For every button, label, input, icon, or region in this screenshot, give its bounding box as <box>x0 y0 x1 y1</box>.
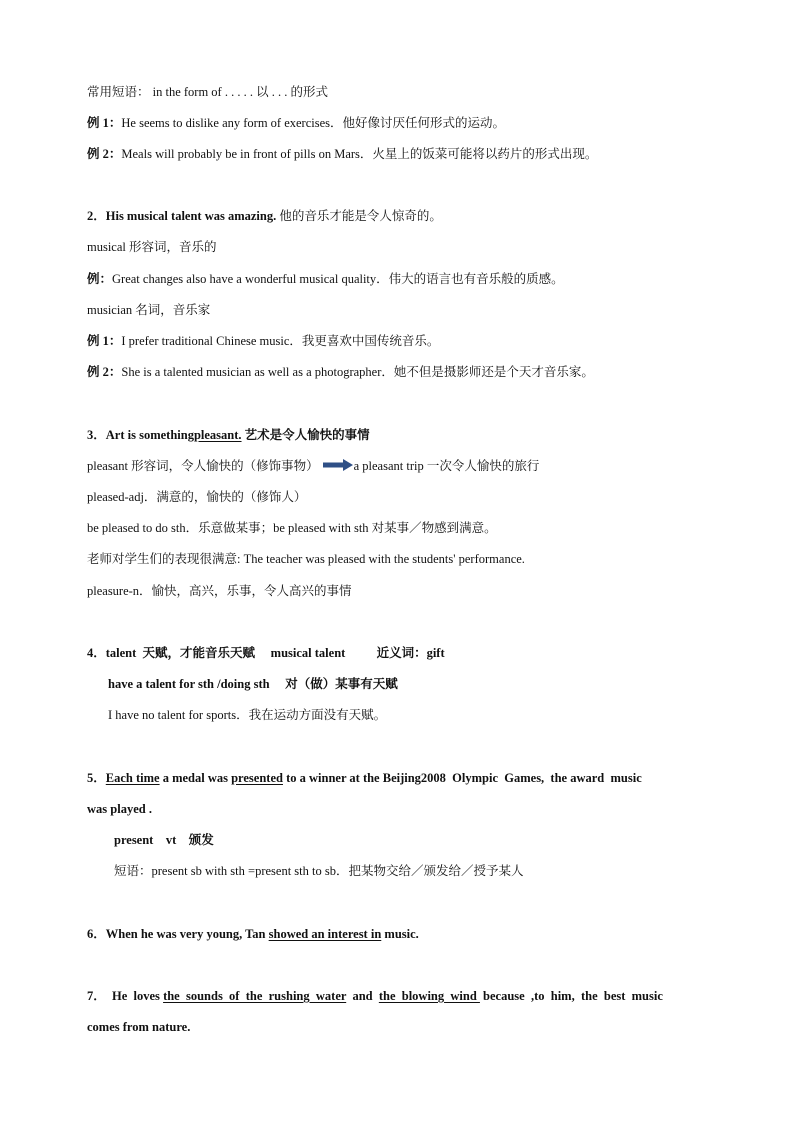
item-2-heading <box>87 208 442 224</box>
example-label: 例： <box>87 272 113 286</box>
musician-example-2 <box>87 364 594 380</box>
underlined-word-presented: presented <box>231 771 283 785</box>
item-5-line-2: was played . <box>87 802 152 816</box>
item-6 <box>87 926 419 942</box>
pleased-definition: pleased-adj．满意的，愉快的（修饰人） <box>87 490 307 504</box>
example-label: 例 2： <box>87 147 122 161</box>
example-text: She is a talented musician as well as a photographer．她不但是摄影师还是个天才音乐家。 <box>121 365 594 379</box>
heading-text: 2．His musical talent was amazing. <box>87 209 277 223</box>
sentence-text: and <box>346 989 379 1003</box>
example-label: 例 1： <box>87 116 122 130</box>
phrase-example-2 <box>87 146 597 162</box>
musician-definition: musician 名词，音乐家 <box>87 303 211 317</box>
pleasant-example: a pleasant trip 一次令人愉快的旅行 <box>353 459 540 473</box>
underlined-phrase: showed an interest in <box>268 927 382 941</box>
item-number: 7． <box>87 989 106 1003</box>
talent-phrase: have a talent for sth /doing sth 对（做）某事有天赋 <box>108 677 398 691</box>
pleasant-definition <box>87 458 539 474</box>
sentence-text: 6．When he was very young, Tan <box>87 927 269 941</box>
teacher-example <box>87 551 525 567</box>
right-arrow-icon <box>323 459 353 471</box>
item-5-line-1 <box>87 770 642 786</box>
sentence-text: a medal was <box>159 771 232 785</box>
example-text: Great changes also have a wonderful musical quality．伟大的语言也有音乐般的质感。 <box>112 272 564 286</box>
musician-example-1 <box>87 333 439 349</box>
be-pleased-usage: be pleased to do sth．乐意做某事；be pleased with sth 对某事／物感到满意。 <box>87 521 497 535</box>
heading-text: 3．Art is something <box>87 428 194 442</box>
sentence-text: He loves <box>112 989 164 1003</box>
sentence-text: because ,to him, the best music <box>479 989 663 1003</box>
pleasure-definition: pleasure-n．愉快，高兴，乐事，令人高兴的事情 <box>87 584 352 598</box>
sentence-text: music. <box>381 927 419 941</box>
underlined-phrase-water: the sounds of the rushing water <box>163 989 347 1003</box>
heading-translation: 他的音乐才能是令人惊奇的。 <box>279 209 442 223</box>
underlined-phrase-wind: the blowing wind <box>378 989 480 1003</box>
heading-translation: 艺术是令人愉快的事情 <box>241 428 370 442</box>
example-text: Meals will probably be in front of pills on Mars．火星上的饭菜可能将以药片的形式出现。 <box>121 147 598 161</box>
musical-definition: musical 形容词，音乐的 <box>87 240 217 254</box>
present-definition: present vt 颁发 <box>114 833 214 847</box>
phrase-example-1 <box>87 115 505 131</box>
example-text: He seems to dislike any form of exercises．他好像讨厌任何形式的运动。 <box>121 116 506 130</box>
example-text: I prefer traditional Chinese music．我更喜欢中国传统音乐。 <box>121 334 440 348</box>
talent-example: I have no talent for sports．我在运动方面没有天赋。 <box>108 708 387 722</box>
item-4-heading: 4．talent 天赋，才能音乐天赋 musical talent 近义词：gift <box>87 646 445 660</box>
common-phrase: 常用短语： in the form of . . . . . 以 . . . 的形式 <box>87 85 328 99</box>
teacher-example-en: The teacher was pleased with the students' performance. <box>243 552 525 566</box>
item-7-line-1 <box>87 988 663 1004</box>
teacher-example-cn: 老师对学生们的表现很满意: <box>87 552 241 566</box>
sentence-text: to a winner at the Beijing2008 Olympic Games, the award music <box>282 771 642 785</box>
definition-text: pleasant 形容词，令人愉快的（修饰事物） <box>87 459 319 473</box>
present-phrase: 短语：present sb with sth =present sth to sb．把某物交给／颁发给／授予某人 <box>114 864 524 878</box>
example-label: 例 1： <box>87 334 122 348</box>
item-7-line-2: comes from nature. <box>87 1020 191 1034</box>
heading-underlined-word: pleasant. <box>193 428 242 442</box>
item-3-heading <box>87 427 370 443</box>
underlined-phrase-each-time: Each time <box>105 771 160 785</box>
item-number: 5． <box>87 771 106 785</box>
example-label: 例 2： <box>87 365 122 379</box>
musical-example <box>87 271 564 287</box>
